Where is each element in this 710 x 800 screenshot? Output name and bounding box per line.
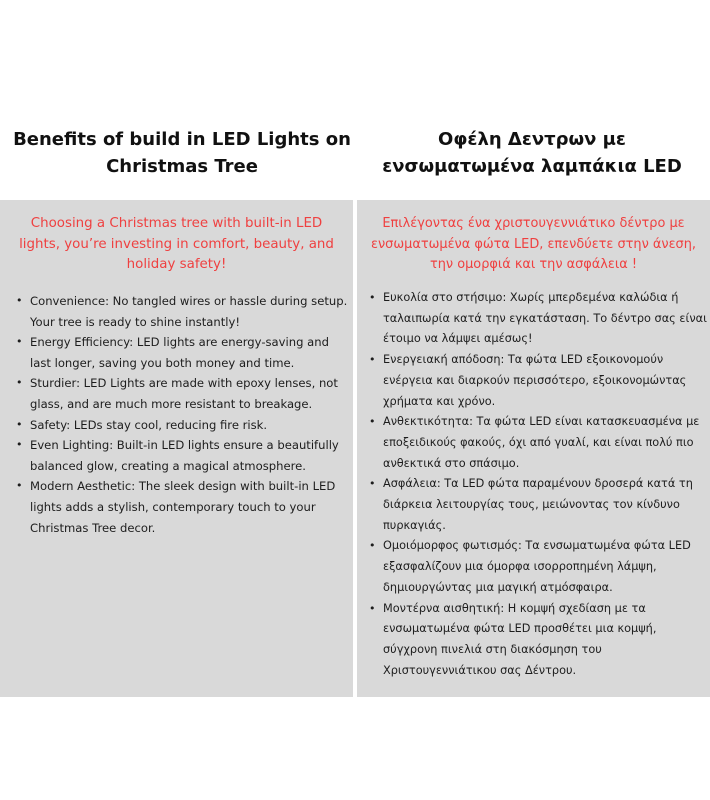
titles-row <box>0 126 710 186</box>
bullet-icon: • <box>369 353 376 367</box>
bullet-icon: • <box>369 477 376 491</box>
english-title: Benefits of build in LED Lights on Christmas Tree <box>13 129 351 177</box>
bullet-icon: • <box>369 415 376 429</box>
english-benefits-list <box>14 291 348 538</box>
list-item-text: Modern Aesthetic: The sleek design with built-in LED lights adds a stylish, contemporary touch to your Christmas Tree decor. <box>30 479 336 535</box>
bullet-icon: • <box>369 601 376 615</box>
list-item <box>367 412 707 474</box>
list-item <box>367 288 707 350</box>
list-item <box>14 291 348 332</box>
greek-intro: Επιλέγοντας ένα χριστουγεννιάτικο δέντρο με ενσωματωμένα φώτα LED, επενδύετε στην άνεση, την ομορφιά και την ασφάλεια ! <box>371 216 696 272</box>
list-item-text: Ενεργειακή απόδοση: Τα φώτα LED εξοικονομούν ενέργεια και διαρκούν περισσότερο, εξοικονομώντας χρήματα και χρόνο. <box>383 353 687 408</box>
list-item <box>367 599 707 682</box>
bullet-icon: • <box>16 438 23 452</box>
list-item-text: Ασφάλεια: Τα LED φώτα παραμένουν δροσερά κατά τη διάρκεια λειτουργίας τους, μειώνοντας τον κίνδυνο πυρκαγιάς. <box>383 477 693 532</box>
list-item-text: Even Lighting: Built-in LED lights ensure a beautifully balanced glow, creating a magical atmosphere. <box>30 438 339 473</box>
list-item <box>14 435 348 476</box>
bullet-icon: • <box>16 376 23 390</box>
list-item <box>14 332 348 373</box>
list-item-text: Safety: LEDs stay cool, reducing fire risk. <box>30 417 268 432</box>
list-item <box>367 474 707 536</box>
list-item <box>14 415 348 436</box>
list-item <box>14 373 348 414</box>
list-item-text: Μοντέρνα αισθητική: Η κομψή σχεδίαση με τα ενσωματωμένα φώτα LED προσθέτει μια κομψή, σύγχρονη πινελιά στη διακόσμηση του Χριστουγεννιάτικου σας Δέντρου. <box>383 601 657 677</box>
list-item-text: Ομοιόμορφος φωτισμός: Τα ενσωματωμένα φώτα LED εξασφαλίζουν μια όμορφα ισορροπημένη λάμψη, δημιουργώντας μια μαγική ατμόσφαιρα. <box>383 539 691 594</box>
list-item <box>367 536 707 598</box>
list-item <box>367 350 707 412</box>
bullet-icon: • <box>16 335 23 349</box>
list-item-text: Sturdier: LED Lights are made with epoxy lenses, not glass, and are much more resistant to breakage. <box>30 376 338 411</box>
bullet-icon: • <box>16 417 23 431</box>
list-item-text: Ευκολία στο στήσιμο: Χωρίς μπερδεμένα καλώδια ή ταλαιπωρία κατά την εγκατάσταση. Το δέντρο σας είναι έτοιμο να λάμψει αμέσως! <box>383 291 707 346</box>
english-intro: Choosing a Christmas tree with built-in LED lights, you’re investing in comfort, beauty, and holiday safety! <box>19 216 334 272</box>
greek-title: Οφέλη Δεντρων με ενσωματωμένα λαμπάκια LED <box>382 129 682 177</box>
list-item-text: Ανθεκτικότητα: Τα φώτα LED είναι κατασκευασμένα με εποξειδικούς φακούς, όχι από γυαλί, και είναι πολύ πιο ανθεκτικά στο σπάσιμο. <box>383 415 700 470</box>
greek-panel <box>357 200 710 697</box>
greek-benefits-list <box>367 288 707 681</box>
bullet-icon: • <box>16 294 23 307</box>
list-item <box>14 476 348 538</box>
bullet-icon: • <box>369 291 376 304</box>
list-item-text: Convenience: No tangled wires or hassle during setup. Your tree is ready to shine instantly! <box>30 294 348 329</box>
english-panel <box>0 200 353 697</box>
bullet-icon: • <box>16 479 23 493</box>
list-item-text: Energy Efficiency: LED lights are energy-saving and last longer, saving you both money and time. <box>30 335 329 370</box>
bullet-icon: • <box>369 539 376 553</box>
